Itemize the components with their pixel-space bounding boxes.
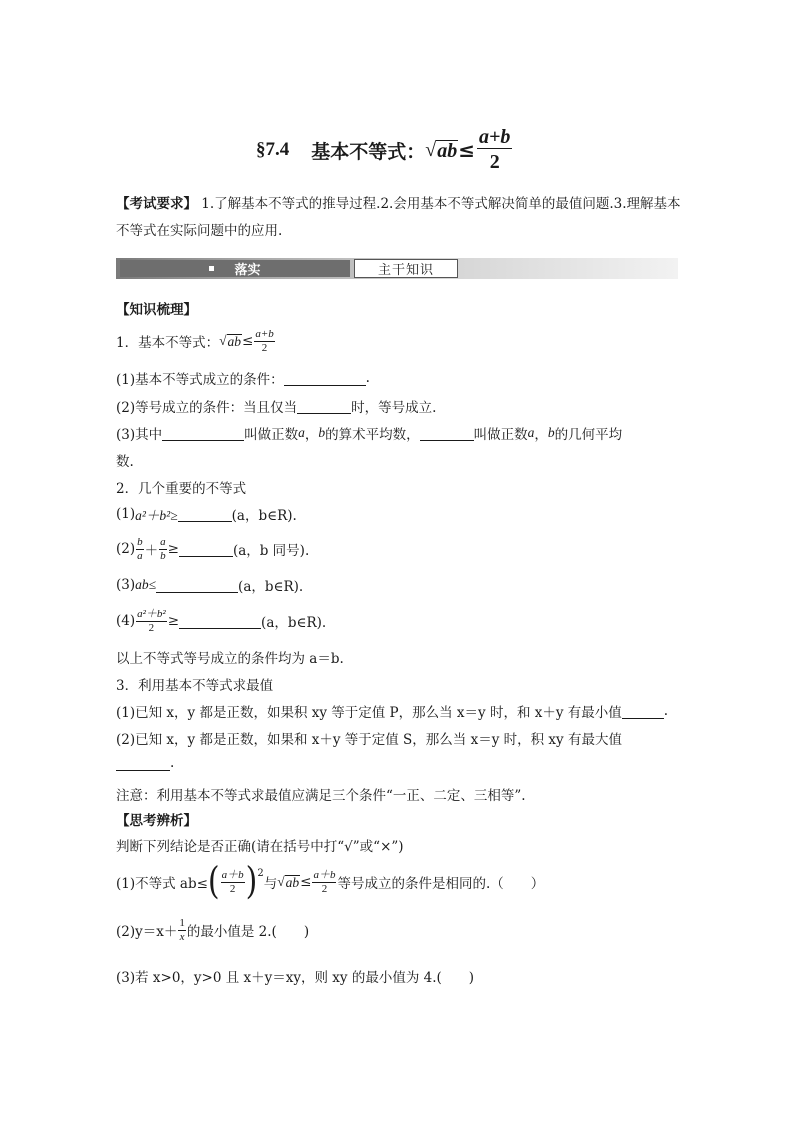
var-a: a: [298, 425, 305, 440]
answer-blank[interactable]: [178, 507, 232, 522]
knowledge-s2-2: [116, 532, 309, 566]
exam-requirement: [116, 191, 682, 245]
s1-1-text: (1)基本不等式成立的条件：: [116, 372, 284, 388]
right-paren: ): [245, 859, 258, 904]
section-banner: [116, 258, 678, 279]
title-sqrt: [425, 139, 458, 162]
numerator: a＋b: [313, 868, 336, 881]
numerator: 1: [179, 916, 185, 929]
knowledge-s3-title: 3．利用基本不等式求最值: [116, 678, 274, 694]
knowledge-s2-4: [116, 604, 326, 638]
q1-mid: 与: [263, 876, 278, 892]
knowledge-s1: [116, 325, 276, 357]
var-b: b: [547, 425, 555, 440]
comma: ，: [534, 427, 548, 443]
requirement-label: 【考试要求】: [116, 196, 197, 212]
s1-3-mid1: 叫做正数: [244, 427, 299, 443]
geq: ≥: [167, 541, 179, 557]
s1-3-pre: (3)其中: [116, 427, 163, 443]
s1-sqrt: [219, 333, 242, 349]
knowledge-s3-2-cont: [116, 755, 174, 771]
title-leq: ≤: [458, 138, 476, 162]
q1-sqrt: [277, 874, 300, 890]
s1-denominator: 2: [261, 341, 268, 354]
sqrt-symbol: √: [219, 333, 227, 348]
knowledge-s1-3-cont: 数.: [116, 454, 134, 470]
s2-4-fraction: [136, 608, 167, 635]
s2-3-post: (a，b∈R).: [238, 579, 304, 595]
s2-3-pre: (3): [116, 577, 136, 593]
s3-1-end: .: [663, 703, 669, 719]
answer-blank[interactable]: [179, 614, 261, 629]
title-text: 基本不等式：: [311, 140, 426, 163]
q2-pre: (2)y＝x＋: [116, 924, 178, 940]
s1-leq: ≤: [242, 333, 254, 349]
knowledge-s3-2: (2)已知 x，y 都是正数，如果和 x＋y 等于定值 S，那么当 x＝y 时，积 xy 有最大值: [116, 732, 622, 748]
answer-blank[interactable]: [116, 756, 170, 771]
banner-right: [354, 259, 458, 278]
s1-3-mid2: 的算术平均数，: [325, 427, 420, 443]
answer-blank[interactable]: [156, 578, 238, 593]
knowledge-s2-1: [116, 504, 297, 524]
s2-1-expr: a²＋b²≥: [135, 508, 178, 523]
answer-blank[interactable]: [162, 426, 244, 441]
knowledge-s1-3: [116, 423, 622, 443]
answer-blank[interactable]: [284, 371, 366, 386]
fraction-a-over-b: [159, 536, 167, 563]
s2-1-pre: (1): [116, 506, 136, 522]
q1-pre: (1)不等式 ab≤: [116, 876, 208, 892]
title-sqrt-radicand: ab: [437, 139, 458, 162]
numerator: a: [160, 535, 166, 548]
left-paren: (: [207, 859, 220, 904]
q1-leq: ≤: [300, 874, 312, 890]
denominator: 2: [148, 621, 155, 634]
knowledge-s2-note: 以上不等式等号成立的条件均为 a＝b.: [116, 651, 344, 667]
q2-fraction: [178, 917, 186, 944]
denominator: a: [137, 549, 143, 562]
s2-3-expr: ab≤: [135, 577, 157, 592]
comma: ，: [304, 427, 319, 443]
knowledge-s3-1: [116, 701, 668, 721]
sqrt-symbol: √: [277, 874, 285, 889]
thinking-q1: [116, 859, 545, 904]
denominator: 2: [321, 882, 328, 895]
s3-2-end: .: [170, 755, 175, 771]
knowledge-note: 注意：利用基本不等式求最值应满足三个条件“一正、二定、三相等”.: [116, 788, 526, 804]
s1-2-end: 时，等号成立.: [351, 400, 437, 416]
s2-2-post: (a，b 同号).: [232, 543, 310, 559]
bullet-icon: [209, 266, 214, 271]
thinking-q2: [116, 913, 309, 947]
s1-title: 1．基本不等式：: [116, 335, 220, 351]
s3-1-text: (1)已知 x，y 都是正数，如果积 xy 等于定值 P，那么当 x＝y 时，和 x＋y 有最小值: [116, 705, 622, 721]
plus: ＋: [144, 543, 159, 559]
section-number: §7.4: [256, 139, 290, 160]
s1-2-text: (2)等号成立的条件：当且仅当: [116, 400, 298, 416]
q1-fraction: [221, 869, 245, 896]
sqrt-symbol: √: [425, 138, 437, 161]
thinking-q3: (3)若 x>0，y>0 且 x＋y＝xy，则 xy 的最小值为 4.( ): [116, 970, 475, 986]
s1-numerator: a+b: [255, 327, 274, 340]
denominator: 2: [229, 882, 236, 895]
s2-2-pre: (2): [116, 541, 136, 557]
title-denominator: 2: [489, 150, 500, 173]
var-a: a: [527, 425, 535, 440]
s1-1-end: .: [365, 370, 370, 386]
numerator: a＋b: [221, 868, 244, 881]
knowledge-heading: 【知识梳理】: [116, 302, 197, 318]
s2-1-post: (a，b∈R).: [231, 508, 297, 524]
thinking-heading: 【思考辨析】: [116, 813, 197, 829]
page-title: [256, 120, 512, 180]
s1-fraction: [254, 328, 274, 355]
knowledge-s2-title: 2．几个重要的不等式: [116, 481, 247, 497]
s1-3-end: 的几何平均: [554, 427, 623, 443]
title-fraction: [477, 126, 512, 175]
banner-left: [120, 260, 350, 277]
knowledge-s1-2: [116, 396, 436, 416]
q1-sqrt-radicand: ab: [285, 874, 300, 890]
thinking-intro: 判断下列结论是否正确(请在括号中打“√”或“×”): [116, 839, 404, 855]
requirement-text: 1.了解基本不等式的推导过程.2.会用基本不等式解决简单的最值问题.3.理解基本不等式在实际问题中的应用.: [116, 196, 681, 239]
q2-post: 的最小值是 2.( ): [186, 924, 310, 940]
answer-blank[interactable]: [420, 426, 474, 441]
q1-square: 2: [257, 868, 264, 879]
answer-blank[interactable]: [297, 399, 351, 414]
answer-blank[interactable]: [622, 704, 664, 719]
s1-3-mid3: 叫做正数: [473, 427, 528, 443]
denominator: b: [160, 549, 166, 562]
numerator: a²＋b²: [137, 607, 166, 620]
q1-post: 等号成立的条件是相同的.（ ）: [337, 876, 545, 892]
s1-sqrt-radicand: ab: [227, 333, 242, 349]
knowledge-s2-3: [116, 575, 303, 595]
var-b: b: [318, 425, 326, 440]
fraction-b-over-a: [136, 536, 144, 563]
knowledge-s1-1: [116, 368, 370, 388]
banner-right-label: 主干知识: [377, 263, 434, 278]
geq: ≥: [167, 613, 180, 629]
denominator: x: [179, 930, 185, 943]
answer-blank[interactable]: [179, 542, 233, 557]
s2-4-pre: (4): [116, 613, 136, 629]
q1-fraction-2: [312, 869, 336, 896]
numerator: b: [137, 535, 143, 548]
banner-left-label: 落实: [234, 263, 261, 278]
s2-4-post: (a，b∈R).: [261, 615, 327, 631]
title-numerator: a+b: [479, 125, 511, 148]
